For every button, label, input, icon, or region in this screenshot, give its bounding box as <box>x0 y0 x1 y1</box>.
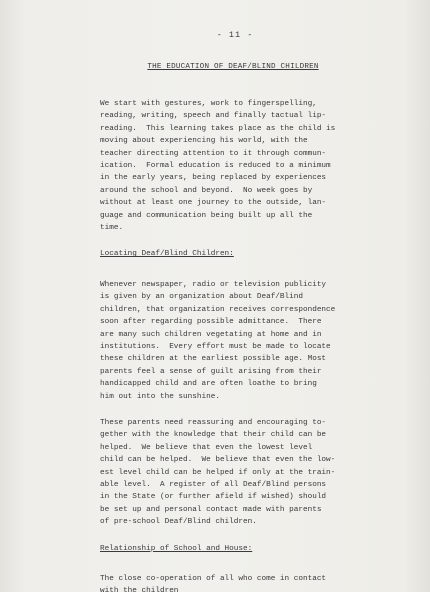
text-line: institutions. Every effort must be made to locate <box>100 342 331 351</box>
text-line: him out into the sunshine. <box>100 392 220 401</box>
paragraph-intro <box>100 98 420 234</box>
text-line: child can be helped. We believe that even the low- <box>100 456 336 465</box>
text-line: moving about experiencing his world, with the <box>100 137 308 146</box>
text-line: handicapped child and are often loathe to bring <box>100 380 317 389</box>
text-line: these children at the earliest possible age. Most <box>100 355 327 364</box>
page-number: - 11 - <box>216 30 254 40</box>
text-line: are many such children vegetating at home and in <box>100 330 322 339</box>
body-text <box>100 98 420 592</box>
text-line: children, that organization receives correspondence <box>100 305 336 314</box>
text-line: time. <box>100 224 124 233</box>
text-line: around the school and beyond. No week goes by <box>100 186 313 195</box>
text-line: Whenever newspaper, radio or television publicity <box>100 280 327 289</box>
text-line: ication. Formal education is reduced to a minimum <box>100 162 331 171</box>
paragraph-parents <box>100 417 420 529</box>
text-line: without at least one journey to the outside, lan- <box>100 199 327 208</box>
text-line: reading. This learning takes place as the child is <box>100 124 336 133</box>
text-line: in the early years, being replaced by experiences <box>100 174 327 183</box>
text-line: be set up and personal contact made with parents <box>100 505 322 514</box>
text-line: soon after regarding possible admittance. There <box>100 318 322 327</box>
paragraph-locating <box>100 279 420 403</box>
text-line: We start with gestures, work to fingerspelling, <box>100 100 317 108</box>
text-line: parents feel a sense of guilt arising from their <box>100 367 322 376</box>
document-title: THE EDUCATION OF DEAF/BLIND CHILDREN <box>147 63 319 71</box>
text-line: guage and communication being built up all the <box>100 211 313 220</box>
paragraph-relationship <box>100 573 420 592</box>
text-line: teacher directing attention to it through commun- <box>100 149 327 158</box>
text-line: with the children <box>100 587 179 592</box>
section-heading-locating: Locating Deaf/Blind Children: <box>100 250 234 259</box>
text-line: in the State (or further afield if wished) should <box>100 493 327 502</box>
section-heading-relationship: Relationship of School and House: <box>100 544 253 553</box>
text-line: These parents need reassuring and encouraging to- <box>100 418 327 427</box>
text-line: est level child can be helped if only at the train- <box>100 468 336 477</box>
text-line: reading, writing, speech and finally tactual lip- <box>100 112 327 121</box>
text-line: gether with the knowledge that their child can be <box>100 431 327 440</box>
text-line: helped. We believe that even the lowest level <box>100 443 313 452</box>
text-line: The close co-operation of all who come in contact <box>100 575 327 583</box>
text-line: able level. A register of all Deaf/Blind persons <box>100 480 327 489</box>
text-line: is given by an organization about Deaf/Blind <box>100 293 303 302</box>
text-line: of pre-school Deaf/Blind children. <box>100 518 257 527</box>
